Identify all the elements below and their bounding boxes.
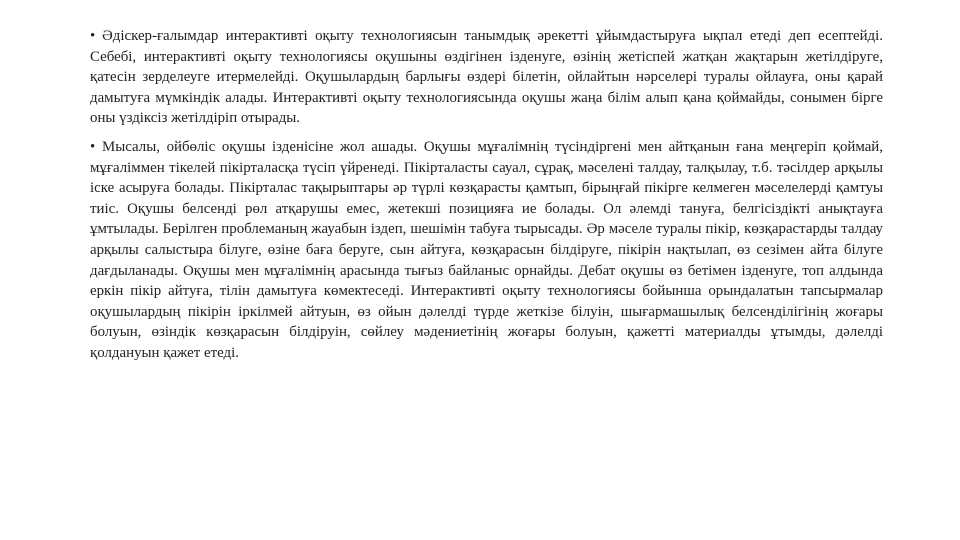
paragraph-1-text: Әдіскер-ғалымдар интерактивті оқыту технологиясын танымдық әрекетті ұйымдастыруға ықпал етеді деп есептейді. Себебі, интерактивті оқыту технологиясы оқушыны өздігінен ізденуге, өзінің жетіспей жатқан жақтарын жетілдіруге, қатесін зерделеуге итермелейді. Оқушылардың барлығы өздері білетін, ойлайтын нәрселері туралы ойлауға, оны қарай дамытуға мүмкіндік алады. Интерактивті оқыту технологиясында оқушы жаңа білім алып қана қоймайды, сонымен бірге оны үздіксіз жетілдіріп отырады. xyxy=(90,28,883,127)
paragraph-2 xyxy=(90,137,883,364)
paragraph-2-text: Мысалы, ойбөліс оқушы ізденісіне жол ашады. Оқушы мұғалімнің түсіндіргені мен айтқанын ғана меңгеріп қоймай, мұғаліммен тікелей пікірталасқа түсіп үйренеді. Пікірталасты сауал, сұрақ, мәселені талдау, талқылау, т.б. тәсілдер арқылы іске асыруға болады. Пікірталас тақырыптары әр түрлі көзқарасты қамтып, бірыңғай пікірге келмеген мәселелерді қамтуы тиіс. Оқушы белсенді рөл атқарушы емес, жетекші позицияға ие болады. Ол әлемді тануға, белгісіздікті анықтауға ұмтылады. Берілген проблеманың жауабын іздеп, шешімін табуға тырысады. Әр мәселе туралы пікір, көзқарастарды талдау арқылы салыстыра білуге, өзіне баға беруге, сын айтуға, көзқарасын білдіруге, пікірін нақтылап, өз сезімен айта білуге дағдыланады. Оқушы мен мұғалімнің арасында тығыз байланыс орнайды. Дебат оқушы өз бетімен ізденуге, топ алдында еркін пікір айтуға, тілін дамытуға көмектеседі. Интерактивті оқыту технологиясы бойынша орындалатын тапсырмалар оқушылардың пікірін іркілмей айтуын, өз ойын дәлелді түрде жеткізе білуін, шығармашылық белсенділігінің жоғары болуын, өзіндік көзқарасын білдіруін, сөйлеу мәдениетінің жоғары болуын, қажетті материалды ұтымды, дәлелді қолдануын қажет етеді. xyxy=(90,138,883,361)
bullet-marker: • xyxy=(90,138,96,155)
bullet-marker: • xyxy=(90,28,96,44)
paragraph-1 xyxy=(90,26,883,129)
text-body xyxy=(90,26,883,364)
